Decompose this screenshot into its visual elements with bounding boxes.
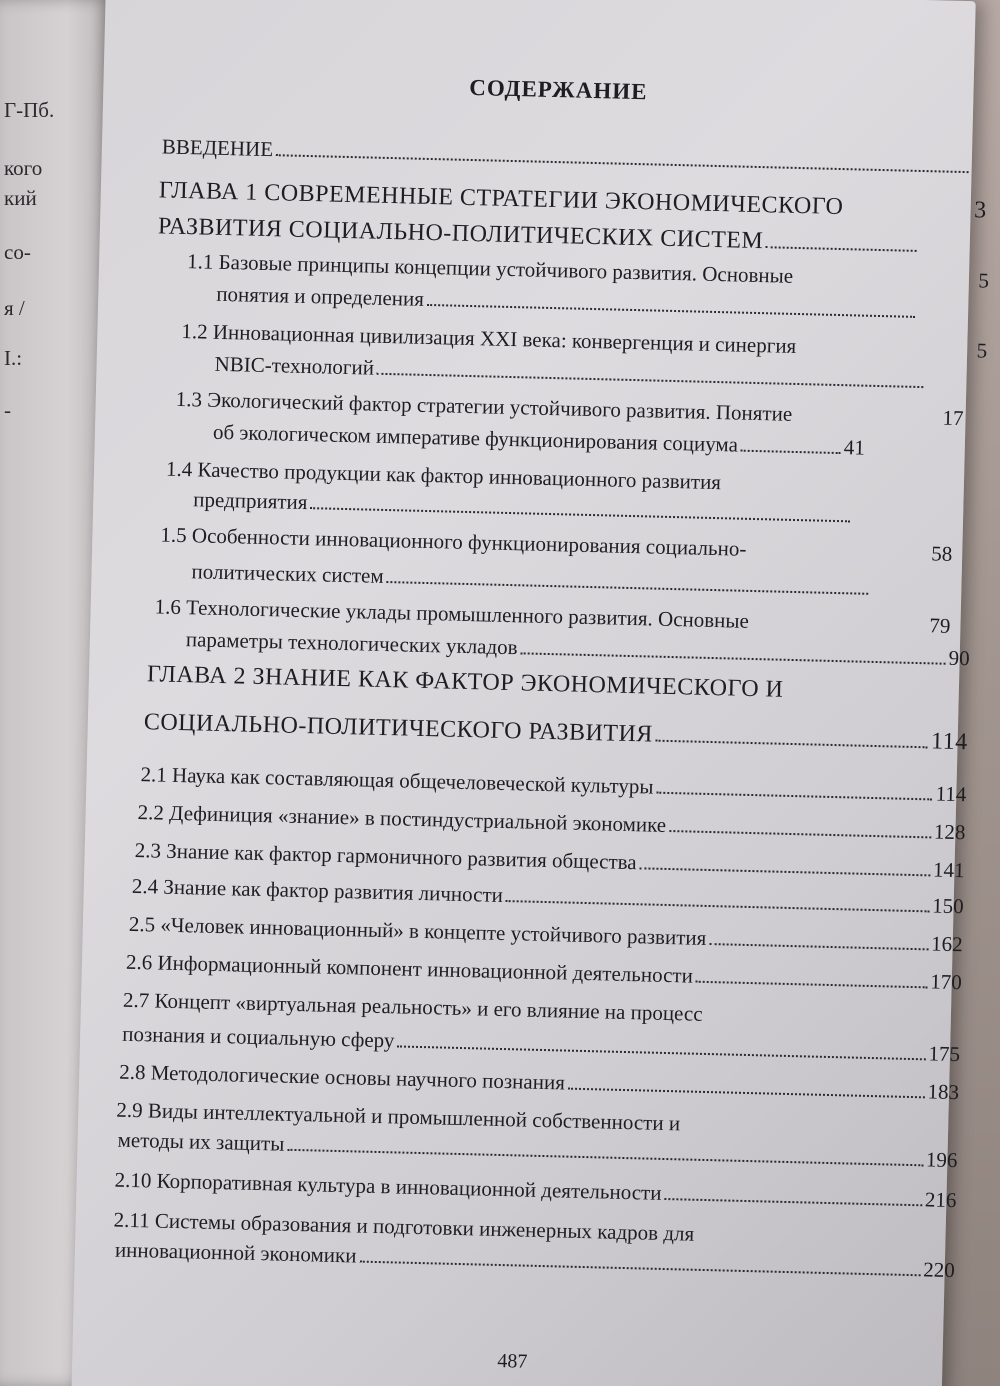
right-page (71, 0, 990, 1386)
spacer (843, 214, 974, 217)
spacer (792, 421, 942, 425)
toc-page-number: 183 (927, 1079, 960, 1105)
toc-page-number: 79 (929, 613, 951, 638)
spacer (721, 489, 962, 495)
toc-entry-line (162, 133, 972, 179)
dot-leader (669, 830, 931, 838)
toc-entry-text: понятия и определения (216, 281, 425, 311)
toc-title: СОДЕРЖАНИЕ (469, 74, 648, 105)
toc-entry-line (191, 558, 871, 601)
dot-leader (397, 1045, 925, 1060)
toc-entry-line (137, 799, 965, 845)
toc-entry-text: предприятия (193, 487, 308, 515)
toc-page-number: 216 (924, 1187, 957, 1213)
toc-entry-line (119, 1059, 959, 1106)
toc-entry-text: 2.1 Наука как составляющая общечеловеческой культуры (140, 762, 654, 799)
dot-leader (568, 1088, 925, 1099)
toc-page-number: 175 (928, 1041, 961, 1067)
toc-entry-text: 2.6 Информационный компонент инновационной деятельности (125, 949, 694, 988)
left-fragment: - (4, 398, 11, 422)
dot-leader (656, 740, 928, 749)
toc-entry-text: ГЛАВА 2 ЗНАНИЕ КАК ФАКТОР ЭКОНОМИЧЕСКОГО И (146, 661, 784, 703)
toc-entry-text: РАЗВИТИЯ СОЦИАЛЬНО-ПОЛИТИЧЕСКИХ СИСТЕМ (157, 213, 764, 255)
toc-entry-text: 1.2 Инновационная цивилизация XXI века: конвергенция и синергия (181, 318, 797, 358)
spacer (749, 628, 930, 632)
toc-entry-line (114, 1167, 956, 1214)
toc-entry-text: ГЛАВА 1 СОВРЕМЕННЫЕ СТРАТЕГИИ ЭКОНОМИЧЕСКОГО (158, 177, 844, 221)
toc-chapter-line (147, 661, 869, 705)
toc-page-number: 17 (942, 405, 964, 431)
toc-entry-text: 2.4 Знание как фактор развития личности (131, 873, 504, 907)
dot-leader (427, 304, 915, 318)
left-fragment: кого (4, 156, 43, 180)
toc-entry-text: 1.3 Экологический фактор стратегии устойчивого развития. Понятие (175, 386, 793, 426)
toc-page-number: 220 (922, 1257, 956, 1283)
spacer (783, 697, 868, 699)
toc-entry-text: СОЦИАЛЬНО-ПОЛИТИЧЕСКОГО РАЗВИТИЯ (143, 709, 654, 748)
page-number: 487 (497, 1349, 528, 1373)
toc-page-number: 58 (930, 541, 953, 566)
spacer (793, 283, 978, 288)
dot-leader (276, 154, 969, 173)
dot-leader (664, 1198, 921, 1206)
toc-page-number: 128 (933, 819, 966, 845)
toc-entry-text: параметры технологических укладов (185, 627, 518, 660)
dot-leader (287, 1149, 923, 1167)
toc-entry-line (129, 911, 963, 957)
dot-leader (520, 652, 945, 664)
left-fragment: я / (4, 296, 25, 320)
toc-entry-text: 2.9 Виды интеллектуальной и промышленной собственности и (116, 1097, 681, 1136)
dot-leader (506, 900, 929, 912)
toc-content (113, 0, 990, 1386)
toc-entry-text: 2.3 Знание как фактор гармоничного развития общества (134, 837, 637, 875)
left-fragment: Г-Пб. (4, 98, 55, 122)
spacer (702, 1021, 900, 1026)
toc-page-number: 114 (930, 728, 968, 756)
toc-entry-line (140, 761, 966, 807)
toc-chapter-line (144, 709, 968, 755)
toc-entry-text: методы их защиты (117, 1127, 285, 1156)
toc-entry-text: 2.7 Концепт «виртуальная реальность» и его влияние на процесс (122, 987, 703, 1026)
dot-leader (766, 246, 917, 252)
toc-entry-text: 2.2 Дефиниция «знание» в постиндустриальной экономике (137, 800, 667, 837)
toc-page-number: 5 (978, 268, 990, 293)
spacer (796, 353, 976, 357)
left-fragment: кий (4, 186, 37, 210)
spacer (746, 556, 931, 561)
dot-leader (709, 943, 928, 950)
dot-leader (359, 1261, 920, 1277)
toc-entry-text: 1.1 Базовые принципы концепции устойчивого развития. Основные (186, 249, 794, 288)
toc-page-number: 90 (948, 645, 970, 671)
toc-entry-text: 1.6 Технологические уклады промышленного развития. Основные (154, 594, 750, 633)
toc-entry-text: 2.8 Методологические основы научного познания (119, 1059, 566, 1095)
toc-page-number: 141 (932, 857, 965, 883)
toc-page-number: 114 (935, 781, 967, 807)
toc-entry-text: познания и социальную сферу (121, 1021, 395, 1053)
dot-leader (387, 581, 869, 595)
spacer (694, 1241, 875, 1245)
toc-entry-text: инновационной экономики (114, 1237, 357, 1268)
toc-page-number: 162 (930, 931, 963, 957)
dot-leader (741, 450, 841, 454)
toc-entry-text: 2.11 Системы образования и подготовки инженерных кадров для (113, 1207, 695, 1246)
spacer (680, 1130, 858, 1134)
toc-entry-text: ВВЕДЕНИЕ (161, 134, 274, 162)
toc-page-number: 170 (929, 969, 963, 995)
dot-leader (639, 867, 929, 876)
left-fragment: I.: (4, 346, 23, 370)
toc-page-number: 41 (843, 435, 866, 460)
dot-leader (696, 981, 927, 989)
toc-page-number: 5 (976, 338, 988, 363)
toc-entry-text: NBIC-технологий (214, 351, 375, 380)
toc-page-number: 150 (931, 893, 964, 919)
toc-entry-text: политических систем (191, 559, 385, 588)
toc-entry-text: 1.5 Особенности инновационного функционирования социально- (160, 522, 747, 561)
dot-leader (656, 792, 932, 801)
toc-entry-text: 2.10 Корпоративная культура в инновационной деятельности (114, 1167, 662, 1205)
toc-entry-line (126, 949, 962, 995)
toc-entry-text: об экологическом императиве функционирования социума (212, 419, 739, 457)
toc-entry-text: 1.4 Качество продукции как фактор инновационного развития (165, 456, 722, 495)
toc-page-number: 196 (925, 1147, 958, 1173)
toc-page-number: 3 (973, 197, 987, 224)
dot-leader (310, 507, 850, 522)
toc-entry-text: 2.5 «Человек инновационный» в концепте устойчивого развития (128, 911, 707, 950)
left-fragment: со- (4, 240, 31, 264)
dot-leader (377, 373, 923, 388)
